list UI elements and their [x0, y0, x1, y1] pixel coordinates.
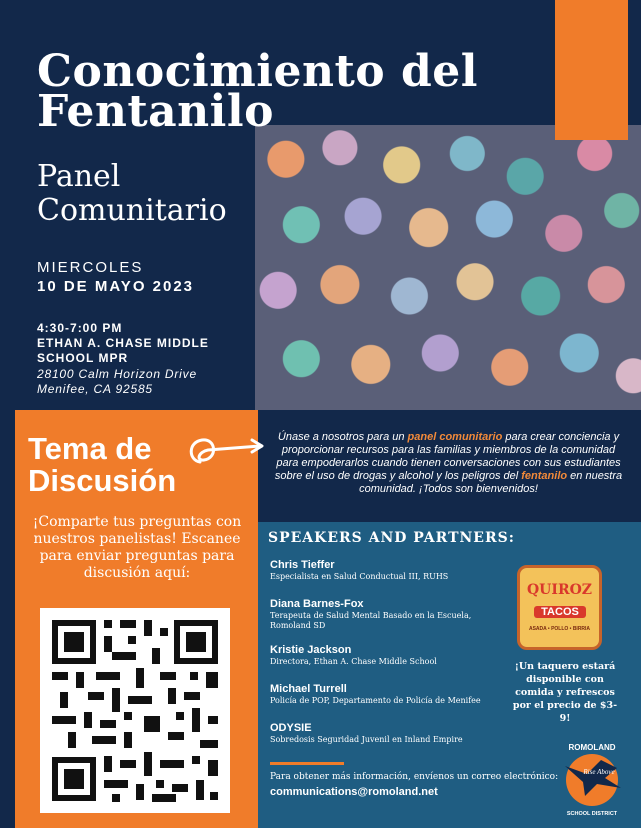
invite-text-part: para crear conciencia y proporcionar recursos para las familias y miembros de la comunidad para empoderarlos cuando tienen conversaciones con sus estudiantes sobre el uso de drogas y alcohol y los peligros del	[274, 431, 621, 482]
event-date: 10 DE MAYO 2023	[37, 278, 195, 295]
event-address-line-1: 28100 Calm Horizon Drive	[37, 367, 197, 381]
speakers-heading: SPEAKERS AND PARTNERS:	[268, 530, 515, 546]
topic-heading-line-2: Discusión	[28, 463, 177, 498]
school-tagline: Rise Above	[583, 768, 615, 776]
speaker-role: Especialista en Salud Conductual III, RUHS	[270, 572, 449, 581]
orange-accent-bar	[555, 0, 628, 140]
speaker-name: ODYSIE	[270, 722, 312, 734]
share-questions-text: ¡Comparte tus preguntas con nuestros panelistas! Escanee para enviar preguntas para discusión aquí:	[32, 514, 242, 581]
speaker-name: Chris Tieffer	[270, 559, 335, 571]
event-time: 4:30-7:00 PM	[37, 321, 123, 335]
divider	[270, 762, 344, 765]
subtitle-line-1: Panel	[37, 159, 121, 194]
event-address-line-2: Menifee, CA 92585	[37, 382, 153, 396]
invite-highlight: fentanilo	[521, 470, 568, 482]
speaker-role: Directora, Ethan A. Chase Middle School	[270, 657, 437, 666]
speaker-name: Michael Turrell	[270, 683, 347, 695]
speaker-role: Sobredosis Seguridad Juvenil en Inland Empire	[270, 735, 463, 744]
event-place: ETHAN A. CHASE MIDDLE SCHOOL MPR	[37, 336, 209, 365]
invitation-text	[270, 431, 627, 496]
page-title	[37, 46, 478, 137]
subtitle-line-2: Comunitario	[37, 193, 227, 228]
event-day: MIERCOLES	[37, 259, 144, 276]
topic-heading-line-1: Tema de	[28, 431, 152, 466]
title-line-1: Conocimiento del	[37, 46, 478, 97]
logo-menu: ASADA • POLLO • BIRRIA	[528, 626, 591, 632]
speaker-item	[270, 643, 510, 667]
speaker-item	[270, 721, 510, 745]
title-line-2: Fentanilo	[37, 86, 274, 137]
invite-text-part: en nuestra comunidad. ¡Todos son bienvenidos!	[359, 470, 623, 495]
taco-vendor-note: ¡Un taquero estará disponible con comida y refrescos por el precio de $3-9!	[512, 661, 618, 724]
speaker-role: Policía de POP, Departamento de Policía de Menifee	[270, 696, 481, 705]
speaker-name: Kristie Jackson	[270, 644, 352, 656]
invite-highlight: panel comunitario	[407, 431, 503, 443]
speaker-name: Diana Barnes-Fox	[270, 598, 364, 610]
contact-email-link[interactable]: communications@romoland.net	[270, 786, 438, 798]
page-subtitle	[37, 160, 227, 228]
romoland-logo	[557, 738, 627, 818]
qr-code-icon[interactable]	[40, 608, 230, 813]
fentanyl-pills-photo	[255, 125, 641, 410]
logo-tacos: TACOS	[534, 606, 586, 618]
curly-arrow-icon	[186, 430, 266, 470]
speaker-item	[270, 682, 510, 706]
logo-name: QUIROZ	[526, 582, 592, 598]
topic-heading	[28, 433, 176, 497]
quiroz-tacos-logo	[517, 565, 602, 650]
school-name: ROMOLAND	[568, 743, 616, 752]
speaker-item	[270, 558, 510, 582]
speaker-role: Terapeuta de Salud Mental Basado en la Escuela, Romoland SD	[270, 611, 472, 630]
school-sub: SCHOOL DISTRICT	[566, 811, 618, 817]
speaker-item	[270, 597, 510, 631]
invite-text-part: Únase a nosotros para un	[277, 431, 408, 443]
contact-text: Para obtener más información, envíenos un correo electrónico:	[270, 772, 559, 782]
